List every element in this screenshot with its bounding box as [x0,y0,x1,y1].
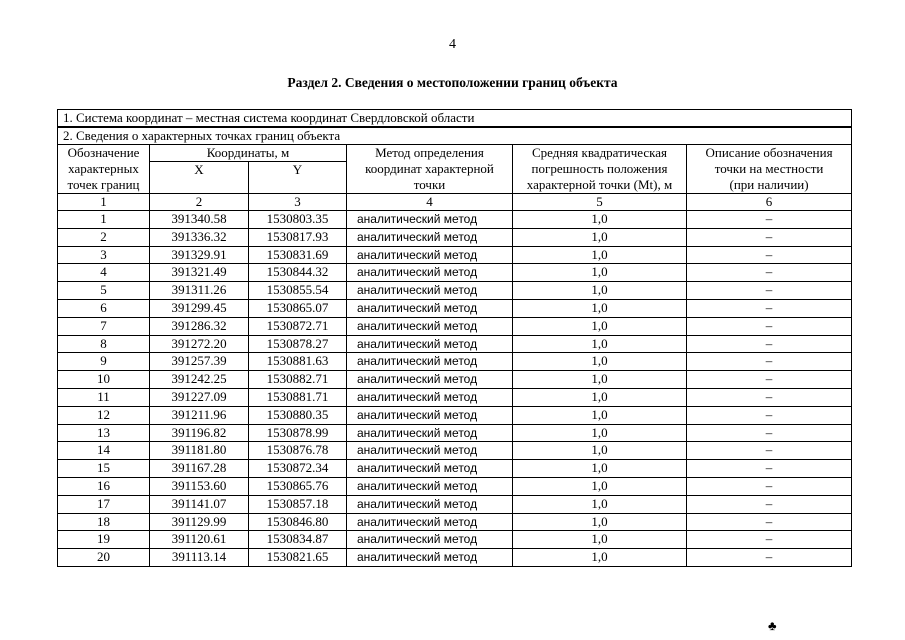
column-number: 1 [58,194,150,211]
point-number-cell: 9 [58,353,150,371]
header-designation-line-3: точек границ [67,177,140,192]
header-description-line-2: точки на местности [714,161,824,176]
table-row [58,495,852,513]
description-cell: – [687,299,852,317]
table-row [58,513,852,531]
method-cell: аналитический метод [347,549,513,567]
method-cell: аналитический метод [347,460,513,478]
point-number-cell: 14 [58,442,150,460]
point-number-cell: 6 [58,299,150,317]
description-cell: – [687,513,852,531]
error-value-cell: 1,0 [513,406,687,424]
description-cell: – [687,317,852,335]
description-cell: – [687,495,852,513]
header-error-line-2: погрешность положения [531,161,668,176]
x-coordinate-cell: 391311.26 [150,282,249,300]
error-value-cell: 1,0 [513,317,687,335]
point-number-cell: 19 [58,531,150,549]
table-row [58,282,852,300]
point-number-cell: 8 [58,335,150,353]
y-coordinate-cell: 1530872.34 [249,460,347,478]
table-row [58,211,852,229]
error-value-cell: 1,0 [513,299,687,317]
corner-mark-icon: ♣ [768,618,777,633]
description-cell: – [687,371,852,389]
point-number-cell: 18 [58,513,150,531]
y-coordinate-cell: 1530865.07 [249,299,347,317]
error-value-cell: 1,0 [513,495,687,513]
error-value-cell: 1,0 [513,424,687,442]
method-cell: аналитический метод [347,211,513,229]
points-info-text: 2. Сведения о характерных точках границ объекта [58,127,852,145]
header-x: X [150,162,249,194]
point-number-cell: 11 [58,388,150,406]
y-coordinate-cell: 1530878.99 [249,424,347,442]
table-row [58,531,852,549]
method-cell: аналитический метод [347,353,513,371]
error-value-cell: 1,0 [513,371,687,389]
method-cell: аналитический метод [347,388,513,406]
y-coordinate-cell: 1530855.54 [249,282,347,300]
description-cell: – [687,228,852,246]
description-cell: – [687,549,852,567]
point-number-cell: 7 [58,317,150,335]
x-coordinate-cell: 391336.32 [150,228,249,246]
y-coordinate-cell: 1530834.87 [249,531,347,549]
description-cell: – [687,477,852,495]
description-cell: – [687,246,852,264]
method-cell: аналитический метод [347,317,513,335]
description-cell: – [687,211,852,229]
x-coordinate-cell: 391196.82 [150,424,249,442]
method-cell: аналитический метод [347,424,513,442]
x-coordinate-cell: 391211.96 [150,406,249,424]
header-description-line-1: Описание обозначения [705,145,833,160]
error-value-cell: 1,0 [513,388,687,406]
section-title: Раздел 2. Сведения о местоположении границ объекта [287,75,618,90]
point-number-cell: 16 [58,477,150,495]
method-cell: аналитический метод [347,335,513,353]
description-cell: – [687,335,852,353]
y-coordinate-cell: 1530821.65 [249,549,347,567]
error-value-cell: 1,0 [513,282,687,300]
column-numbers-row [58,194,852,211]
column-number: 6 [687,194,852,211]
description-cell: – [687,282,852,300]
error-value-cell: 1,0 [513,211,687,229]
header-error [513,145,687,194]
point-number-cell: 15 [58,460,150,478]
table-row [58,246,852,264]
header-description-line-3: (при наличии) [729,177,809,192]
description-cell: – [687,264,852,282]
y-coordinate-cell: 1530881.63 [249,353,347,371]
column-number: 3 [249,194,347,211]
header-error-line-1: Средняя квадратическая [531,145,668,160]
table-row [58,264,852,282]
coordinate-system-text: 1. Система координат – местная система координат Свердловской области [58,110,852,128]
table-row [58,317,852,335]
table-row [58,406,852,424]
x-coordinate-cell: 391329.91 [150,246,249,264]
description-cell: – [687,531,852,549]
error-value-cell: 1,0 [513,228,687,246]
x-coordinate-cell: 391141.07 [150,495,249,513]
point-number-cell: 4 [58,264,150,282]
method-cell: аналитический метод [347,477,513,495]
y-coordinate-cell: 1530876.78 [249,442,347,460]
description-cell: – [687,424,852,442]
column-number: 5 [513,194,687,211]
error-value-cell: 1,0 [513,353,687,371]
method-cell: аналитический метод [347,228,513,246]
error-value-cell: 1,0 [513,335,687,353]
header-coordinates: Координаты, м [150,145,347,162]
description-cell: – [687,388,852,406]
x-coordinate-cell: 391167.28 [150,460,249,478]
error-value-cell: 1,0 [513,442,687,460]
error-value-cell: 1,0 [513,549,687,567]
point-number-cell: 1 [58,211,150,229]
error-value-cell: 1,0 [513,246,687,264]
error-value-cell: 1,0 [513,531,687,549]
y-coordinate-cell: 1530803.35 [249,211,347,229]
description-cell: – [687,460,852,478]
table-row [58,299,852,317]
error-value-cell: 1,0 [513,460,687,478]
method-cell: аналитический метод [347,371,513,389]
header-method [347,145,513,194]
method-cell: аналитический метод [347,495,513,513]
header-y: Y [249,162,347,194]
y-coordinate-cell: 1530880.35 [249,406,347,424]
point-number-cell: 13 [58,424,150,442]
x-coordinate-cell: 391340.58 [150,211,249,229]
description-cell: – [687,406,852,424]
header-method-line-1: Метод определения [375,145,484,160]
table-row [58,335,852,353]
point-number-cell: 20 [58,549,150,567]
table-row [58,549,852,567]
table-row [58,228,852,246]
header-method-line-2: координат характерной [365,161,494,176]
method-cell: аналитический метод [347,246,513,264]
method-cell: аналитический метод [347,513,513,531]
header-method-line-3: точки [413,177,446,192]
header-designation [58,145,150,194]
description-cell: – [687,353,852,371]
x-coordinate-cell: 391227.09 [150,388,249,406]
table-row [58,424,852,442]
x-coordinate-cell: 391257.39 [150,353,249,371]
y-coordinate-cell: 1530844.32 [249,264,347,282]
x-coordinate-cell: 391321.49 [150,264,249,282]
error-value-cell: 1,0 [513,264,687,282]
error-value-cell: 1,0 [513,477,687,495]
point-number-cell: 3 [58,246,150,264]
y-coordinate-cell: 1530846.80 [249,513,347,531]
x-coordinate-cell: 391113.14 [150,549,249,567]
x-coordinate-cell: 391129.99 [150,513,249,531]
page-number: 4 [449,37,456,52]
method-cell: аналитический метод [347,264,513,282]
method-cell: аналитический метод [347,299,513,317]
x-coordinate-cell: 391153.60 [150,477,249,495]
y-coordinate-cell: 1530817.93 [249,228,347,246]
x-coordinate-cell: 391286.32 [150,317,249,335]
table-row [58,460,852,478]
description-cell: – [687,442,852,460]
table-row [58,477,852,495]
header-designation-line-2: характерных [68,161,139,176]
point-number-cell: 10 [58,371,150,389]
y-coordinate-cell: 1530882.71 [249,371,347,389]
table-row [58,353,852,371]
header-error-line-3: характерной точки (Mt), м [526,177,673,192]
table-row [58,371,852,389]
coordinate-system-row [58,110,852,128]
x-coordinate-cell: 391272.20 [150,335,249,353]
x-coordinate-cell: 391181.80 [150,442,249,460]
y-coordinate-cell: 1530872.71 [249,317,347,335]
table-row [58,388,852,406]
method-cell: аналитический метод [347,442,513,460]
error-value-cell: 1,0 [513,513,687,531]
method-cell: аналитический метод [347,531,513,549]
table-row [58,442,852,460]
point-number-cell: 5 [58,282,150,300]
method-cell: аналитический метод [347,406,513,424]
boundary-points-table [57,109,852,567]
y-coordinate-cell: 1530857.18 [249,495,347,513]
header-row-1 [58,145,852,162]
y-coordinate-cell: 1530881.71 [249,388,347,406]
x-coordinate-cell: 391120.61 [150,531,249,549]
y-coordinate-cell: 1530878.27 [249,335,347,353]
column-number: 2 [150,194,249,211]
x-coordinate-cell: 391242.25 [150,371,249,389]
x-coordinate-cell: 391299.45 [150,299,249,317]
point-number-cell: 17 [58,495,150,513]
header-description [687,145,852,194]
y-coordinate-cell: 1530865.76 [249,477,347,495]
point-number-cell: 2 [58,228,150,246]
y-coordinate-cell: 1530831.69 [249,246,347,264]
header-designation-line-1: Обозначение [67,145,140,160]
points-info-row [58,127,852,145]
column-number: 4 [347,194,513,211]
point-number-cell: 12 [58,406,150,424]
method-cell: аналитический метод [347,282,513,300]
